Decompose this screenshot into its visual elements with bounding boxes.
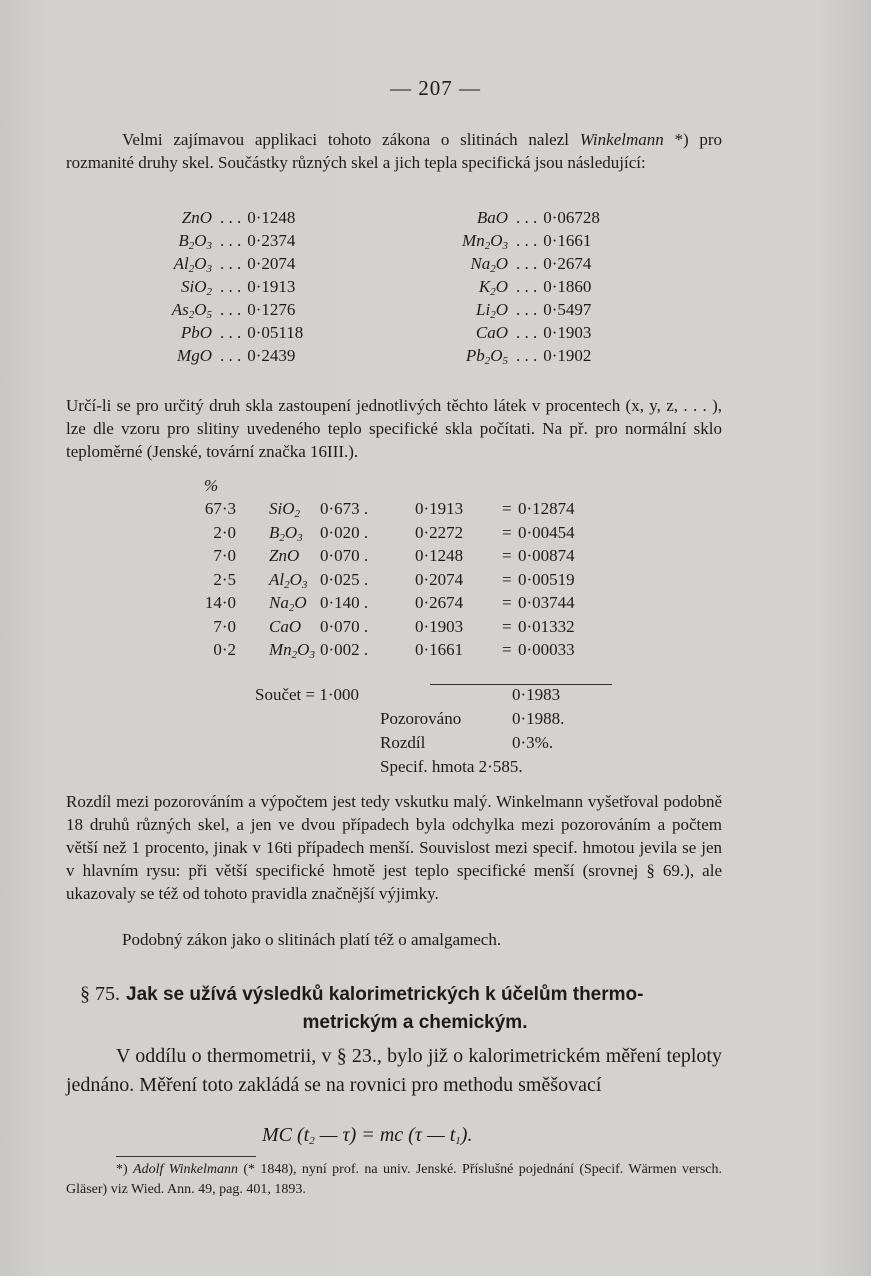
page-number: — 207 — [390, 76, 481, 100]
oxide-formula: SiO$_2$ [269, 499, 300, 520]
equals-sign: = [502, 569, 512, 589]
specific-density: Specif. hmota 2·585. [380, 757, 523, 776]
oxide-formula: SiO$_2$ [181, 277, 212, 298]
oxide-formula: $B_2O_3$ [178, 231, 212, 252]
difference-value: 0·3%. [512, 733, 554, 752]
specific-heat-value: 0·1913 [247, 277, 296, 296]
heat-row [430, 229, 600, 252]
difference-label: Rozdíl [380, 733, 426, 752]
paragraph-winkelmann: Rozdíl mezi pozorováním a výpočtem jest tedy vskutku malý. Winkelmann vyšetřoval podobně 18 druhů různých skel, a jen ve dvou případech byla odchylka mezi pozorováním a počtem větší než 1 procento, jinak v 16ti případech menší. Souvislost mezi specif. hmotou jevila se jen v hlavním rysu: při větší specifické hmotě jest teplo specifické menší (srovnej § 69.), ale ukazovaly se též od tohoto pravidla značnější výjimky. [66, 792, 722, 903]
section-number: § 75. [80, 983, 120, 1005]
footnote-author: Adolf Winkelmann [133, 1162, 238, 1177]
leader-dots: . . . [516, 277, 538, 296]
equation-part-b: — τ) = mc (τ — t [314, 1124, 456, 1146]
heat-row [430, 344, 600, 367]
oxide-formula: $B_2O_3$ [269, 522, 303, 544]
oxide-formula: $Al_2O_3$ [269, 569, 308, 591]
leader-dots: . . . [220, 346, 242, 365]
oxide-formula: $Al_2O_3$ [173, 254, 212, 275]
product-value: 0·00519 [518, 569, 575, 589]
fraction-value: 0·020 . [320, 522, 369, 542]
leader-dots: . . . [220, 231, 242, 250]
percent-value: 67·3 [204, 499, 236, 518]
product-value: 0·01332 [518, 616, 575, 636]
oxide-formula: $K_2O$ [478, 277, 508, 298]
total-label: Součet = 1·000 [255, 685, 360, 704]
heat-row [430, 206, 600, 229]
leader-dots: . . . [220, 254, 242, 273]
equation-sub-1: 1 [455, 1135, 461, 1147]
fraction-value: 0·002 . [320, 640, 369, 659]
fraction-value: 0·070 . [320, 616, 369, 636]
leader-dots: . . . [220, 208, 242, 227]
oxide-formula: $Na_2O$ [269, 593, 307, 614]
specific-heat-value: 0·1661 [543, 231, 592, 250]
mixing-equation [262, 1124, 472, 1147]
specific-heat-value: 0·1903 [543, 323, 592, 342]
heat-row [150, 275, 303, 298]
heat-row [150, 206, 303, 229]
percent-sign: % [204, 476, 219, 495]
intro-text-after: *) pro rozmanité druhy skel. Součástky různých skel a jich tepla specifická jsou následující: [66, 130, 723, 172]
specific-heat-value: 0·2272 [415, 522, 464, 542]
leader-dots: . . . [516, 254, 538, 273]
intro-paragraph [66, 128, 722, 174]
section-heading [80, 980, 740, 1037]
product-value: 0·12874 [518, 499, 575, 518]
percent-value: 7·0 [213, 616, 236, 636]
specific-heat-value: 0·2374 [247, 231, 296, 250]
specific-heat-value: 0·5497 [543, 300, 592, 319]
specific-heat-value: 0·2074 [415, 569, 464, 589]
section-title-line2: metrickým a chemickým. [302, 1012, 528, 1033]
specific-heat-value: 0·1661 [415, 640, 464, 659]
paragraph-composition: Určí-li se pro určitý druh skla zastoupení jednotlivých těchto látek v procentech (x, y, z, . . . ), lze dle vzoru pro slitiny uvedeného teplo specifické skla počítati. Na př. pro normální sklo teploměrné (Jenské, tovární značka 16III.). [66, 396, 722, 461]
product-value: 0·03744 [518, 593, 575, 612]
specific-heat-value: 0·2674 [415, 593, 464, 612]
heat-row [150, 298, 303, 321]
percent-value: 14·0 [204, 593, 236, 612]
oxide-formula: PbO [180, 323, 212, 342]
specific-heat-value: 0·1248 [415, 546, 464, 565]
leader-dots: . . . [516, 208, 538, 227]
specific-heat-value: 0·1913 [415, 499, 464, 518]
footnote-rule [116, 1156, 256, 1157]
oxide-formula: $Pb_2O_5$ [465, 346, 508, 367]
oxide-formula: $Li_2O$ [476, 300, 508, 321]
oxide-formula: ZnO [181, 208, 212, 227]
oxide-formula: $As_2O_5$ [171, 300, 212, 321]
heat-row [150, 252, 303, 275]
leader-dots: . . . [516, 300, 538, 319]
equation-sub-2: 2 [309, 1135, 315, 1147]
oxide-formula: BaO [476, 208, 508, 227]
observed-label: Pozorováno [380, 709, 462, 728]
oxide-formula: $Mn_2O_3$ [462, 231, 508, 252]
heat-row [150, 344, 303, 367]
heat-row [150, 229, 303, 252]
percent-value: 2·0 [213, 522, 236, 542]
equation-end: ). [460, 1124, 473, 1146]
specific-heat-table-left [150, 206, 303, 367]
specific-heat-value: 0·06728 [543, 208, 600, 227]
product-value: 0·00454 [518, 522, 575, 542]
paragraph-amalgams: Podobný zákon jako o slitinách platí též o amalgamech. [122, 930, 502, 949]
fraction-value: 0·673 . [320, 499, 369, 518]
equals-sign: = [502, 640, 512, 659]
oxide-formula: MgO [177, 346, 212, 365]
leader-dots: . . . [516, 346, 538, 365]
equals-sign: = [502, 522, 512, 542]
total-value: 0·1983 [512, 685, 561, 704]
percent-value: 0·2 [213, 640, 236, 659]
heat-row [150, 321, 303, 344]
specific-heat-value: 0·2674 [543, 254, 592, 273]
fraction-value: 0·070 . [320, 546, 369, 565]
oxide-formula: CaO [475, 323, 508, 342]
percent-value: 2·5 [213, 569, 236, 589]
oxide-formula: CaO [269, 616, 302, 636]
specific-heat-value: 0·2074 [247, 254, 296, 273]
specific-heat-value: 0·1276 [247, 300, 296, 319]
footnote [66, 1160, 722, 1200]
equals-sign: = [502, 593, 512, 612]
intro-author: Winkelmann [579, 130, 664, 149]
heat-row [430, 252, 600, 275]
leader-dots: . . . [220, 323, 242, 342]
product-value: 0·00033 [518, 640, 575, 659]
heat-row [430, 275, 600, 298]
specific-heat-value: 0·1248 [247, 208, 296, 227]
leader-dots: . . . [220, 277, 242, 296]
equation-part-a: MC (t [262, 1124, 310, 1146]
specific-heat-value: 0·1902 [543, 346, 592, 365]
oxide-formula: $Na_2O$ [470, 254, 508, 275]
equals-sign: = [502, 499, 512, 518]
equals-sign: = [502, 616, 512, 636]
leader-dots: . . . [516, 323, 538, 342]
fraction-value: 0·025 . [320, 569, 369, 589]
percent-value: 7·0 [213, 546, 236, 565]
specific-heat-value: 0·2439 [247, 346, 296, 365]
product-value: 0·00874 [518, 546, 575, 565]
oxide-formula: $Mn_2O_3$ [269, 640, 315, 661]
specific-heat-table-right [430, 206, 600, 367]
leader-dots: . . . [516, 231, 538, 250]
paragraph-thermometry: V oddílu o thermometrii, v § 23., bylo již o kalorimetrickém měření teploty jednáno. Měření toto zakládá se na rovnici pro methodu směšovací [66, 1045, 722, 1096]
oxide-formula: ZnO [269, 546, 300, 565]
intro-text-before: Velmi zajímavou applikaci tohoto zákona o slitinách nalezl [122, 130, 580, 149]
fraction-value: 0·140 . [320, 593, 369, 612]
heat-row [430, 298, 600, 321]
footnote-mark: *) [116, 1162, 134, 1177]
observed-value: 0·1988. [512, 709, 565, 728]
leader-dots: . . . [220, 300, 242, 319]
footnote-text: (* 1848), nyní prof. na univ. Jenské. Příslušné pojednání (Specif. Wärmen versch. Gläser) viz Wied. Ann. 49, pag. 401, 1893. [66, 1162, 722, 1197]
section-title-line1: Jak se užívá výsledků kalorimetrických k účelům thermo- [126, 984, 644, 1005]
specific-heat-value: 0·05118 [247, 323, 304, 342]
specific-heat-value: 0·1903 [415, 616, 464, 636]
equals-sign: = [502, 546, 512, 565]
heat-row [430, 321, 600, 344]
specific-heat-value: 0·1860 [543, 277, 592, 296]
